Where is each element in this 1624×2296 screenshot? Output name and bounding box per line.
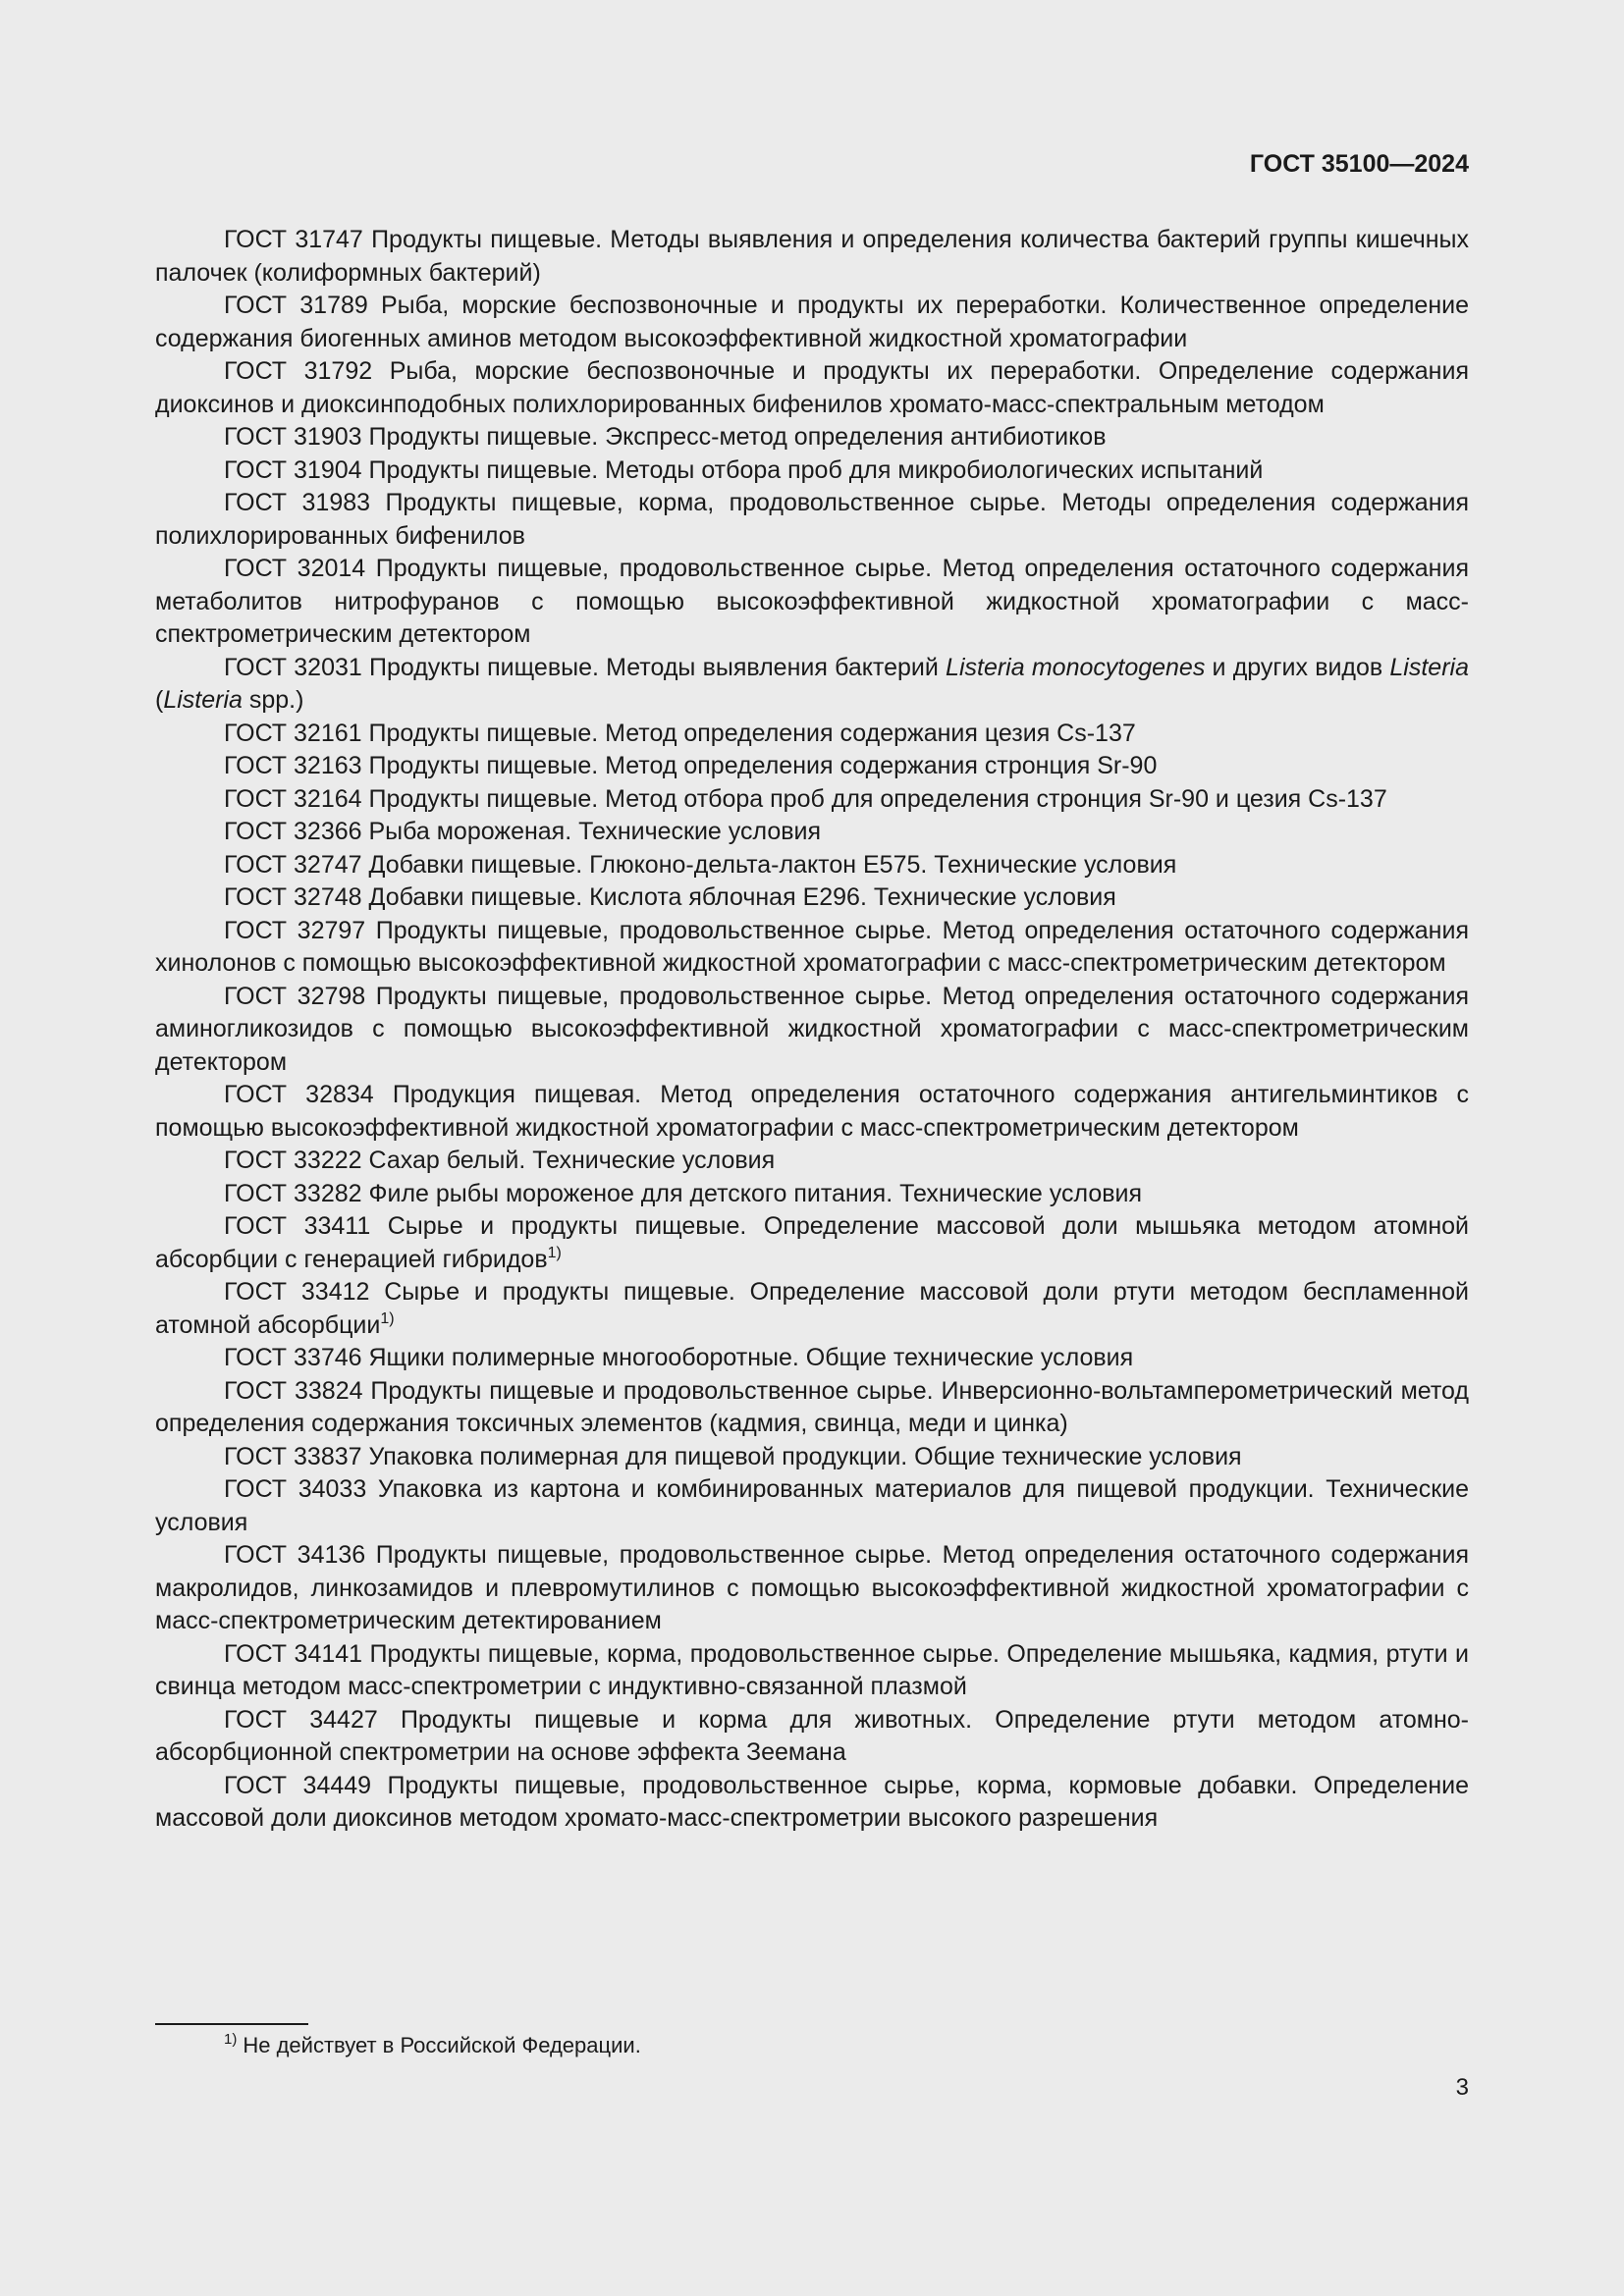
reference-item: ГОСТ 32798 Продукты пищевые, продовольственное сырье. Метод определения остаточного содержания аминогликозидов с помощью высокоэффективной жидкостной хроматографии с масс-спектрометрическим детектором (155, 982, 1469, 1076)
reference-item: ГОСТ 32031 Продукты пищевые. Методы выявления бактерий Listeria monocytogenes и других видов Listeria (Listeria spp.) (155, 653, 1469, 714)
reference-item: ГОСТ 32161 Продукты пищевые. Метод определения содержания цезия Cs-137 (224, 719, 1136, 747)
footnote-mark: 1) (224, 2031, 238, 2048)
reference-item: ГОСТ 31983 Продукты пищевые, корма, продовольственное сырье. Методы определения содержания полихлорированных бифенилов (155, 489, 1469, 550)
reference-item: ГОСТ 33282 Филе рыбы мороженое для детского питания. Технические условия (224, 1179, 1143, 1207)
reference-item: ГОСТ 32366 Рыба мороженая. Технические условия (224, 818, 822, 845)
genus-name-italic: Listeria (1389, 653, 1469, 681)
reference-item: ГОСТ 32748 Добавки пищевые. Кислота яблочная Е296. Технические условия (224, 883, 1116, 911)
reference-item: ГОСТ 32014 Продукты пищевые, продовольственное сырье. Метод определения остаточного содержания метаболитов нитрофуранов с помощью высокоэффективной жидкостной хроматографии с масс-спектрометрическим детектором (155, 555, 1469, 648)
reference-item: ГОСТ 33824 Продукты пищевые и продовольственное сырье. Инверсионно-вольтамперометрический метод определения содержания токсичных элементов (кадмия, свинца, меди и цинка) (155, 1376, 1469, 1437)
species-name-italic: Listeria monocytogenes (946, 653, 1206, 681)
reference-item: ГОСТ 34033 Упаковка из картона и комбинированных материалов для пищевой продукции. Технические условия (155, 1475, 1469, 1536)
footnote-marker: 1) (380, 1309, 395, 1327)
reference-item: ГОСТ 33837 Упаковка полимерная для пищевой продукции. Общие технические условия (224, 1442, 1242, 1470)
reference-item: ГОСТ 33411 Сырье и продукты пищевые. Определение массовой доли мышьяка методом атомной абсорбции с генерацией гибридов$^{1)}$ (155, 1212, 1469, 1273)
reference-item: ГОСТ 34427 Продукты пищевые и корма для животных. Определение ртути методом атомно-абсорбционной спектрометрии на основе эффекта Зеемана (155, 1705, 1469, 1766)
reference-item: ГОСТ 32747 Добавки пищевые. Глюконо-дельта-лактон Е575. Технические условия (224, 850, 1177, 879)
reference-item: ГОСТ 34141 Продукты пищевые, корма, продовольственное сырье. Определение мышьяка, кадмия, ртути и свинца методом масс-спектрометрии с индуктивно-связанной плазмой (155, 1639, 1469, 1700)
reference-item: ГОСТ 31904 Продукты пищевые. Методы отбора проб для микробиологических испытаний (224, 455, 1264, 484)
reference-item: ГОСТ 32163 Продукты пищевые. Метод определения содержания стронция Sr-90 (224, 752, 1158, 779)
document-code-header: ГОСТ 35100—2024 (1249, 150, 1469, 178)
reference-item: ГОСТ 32797 Продукты пищевые, продовольственное сырье. Метод определения остаточного содержания хинолонов с помощью высокоэффективной жидкостной хроматографии с масс-спектрометрическим детектором (155, 916, 1469, 977)
reference-item: ГОСТ 33222 Сахар белый. Технические условия (224, 1147, 776, 1174)
footnote-marker: 1) (547, 1244, 562, 1261)
genus-name-italic: Listeria (163, 686, 243, 714)
reference-item: ГОСТ 31747 Продукты пищевые. Методы выявления и определения количества бактерий группы кишечных палочек (колиформных бактерий) (155, 226, 1469, 287)
reference-item: ГОСТ 34449 Продукты пищевые, продовольственное сырье, корма, кормовые добавки. Определение массовой доли диоксинов методом хромато-масс-спектрометрии высокого разрешения (155, 1771, 1469, 1832)
reference-list (155, 224, 1469, 1836)
reference-item: ГОСТ 34136 Продукты пищевые, продовольственное сырье. Метод определения остаточного содержания макролидов, линкозамидов и плевромутилинов с помощью высокоэффективной жидкостной хроматографии с масс-спектрометрическим детектированием (155, 1541, 1469, 1634)
page-number: 3 (1455, 2074, 1469, 2101)
reference-item: ГОСТ 33746 Ящики полимерные многооборотные. Общие технические условия (224, 1344, 1134, 1371)
footnote (224, 2030, 641, 2061)
reference-item: ГОСТ 33412 Сырье и продукты пищевые. Определение массовой доли ртути методом беспламенной атомной абсорбции$^{1)}$ (155, 1278, 1469, 1339)
reference-item: ГОСТ 31789 Рыба, морские беспозвоночные и продукты их переработки. Количественное определение содержания биогенных аминов методом высокоэффективной жидкостной хроматографии (155, 292, 1469, 352)
reference-item: ГОСТ 31792 Рыба, морские беспозвоночные и продукты их переработки. Определение содержания диоксинов и диоксинподобных полихлорированных бифенилов хромато-масс-спектральным методом (155, 357, 1469, 418)
reference-item: ГОСТ 32834 Продукция пищевая. Метод определения остаточного содержания антигельминтиков с помощью высокоэффективной жидкостной хроматографии с масс-спектрометрическим детектором (155, 1081, 1469, 1142)
footnote-text: Не действует в Российской Федерации. (243, 2033, 641, 2057)
reference-item: ГОСТ 32164 Продукты пищевые. Метод отбора проб для определения стронция Sr-90 и цезия Cs-137 (224, 784, 1387, 813)
reference-item: ГОСТ 31903 Продукты пищевые. Экспресс-метод определения антибиотиков (224, 423, 1107, 451)
footnote-divider (155, 2023, 308, 2025)
